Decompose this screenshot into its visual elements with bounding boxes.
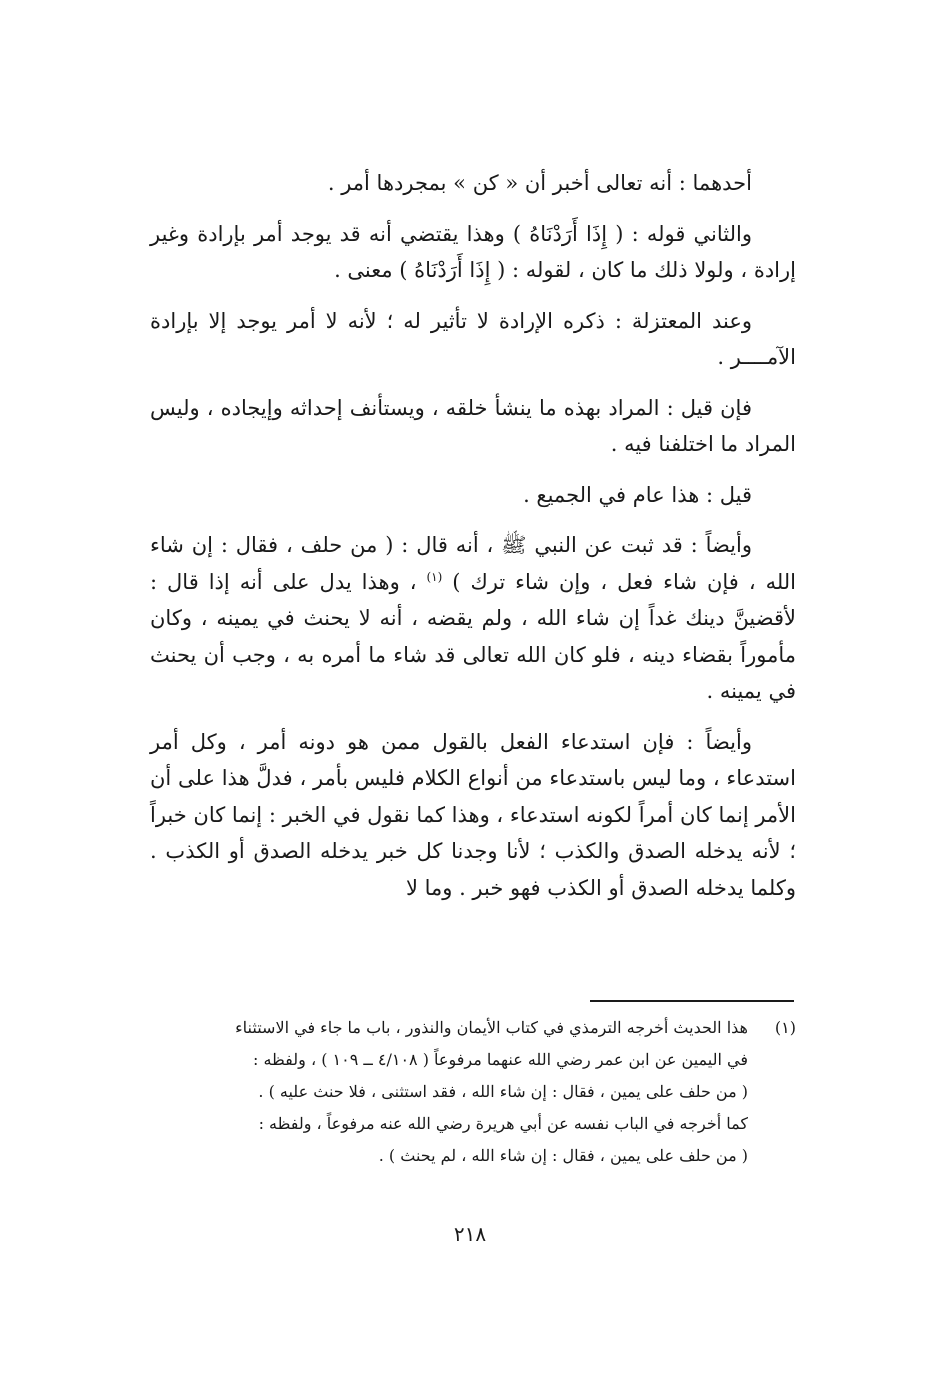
footnote-body xyxy=(150,1012,748,1172)
paragraph-6 xyxy=(150,527,796,710)
paragraph-6-part-2: ، وهذا يدل على أنه إذا قال : لأقضينَّ دينك غداً إن شاء الله ، ولم يقضه ، أنه لا يحنث في يمينه ، وكان مأموراً بقضاء دينه ، فلو كان الله تعالى قد شاء ما أمره به ، وجب أن يحنث في يمينه . xyxy=(150,569,796,703)
footnote-line: في اليمين عن ابن عمر رضي الله عنهما مرفوعاً ( ٤/١٠٨ ــ ١٠٩ ) ، ولفظه : xyxy=(252,1050,748,1069)
paragraph-2: والثاني قوله : ( إِذَا أَرَدْنَاهُ ) وهذا يقتضي أنه قد يوجد أمر بإرادة وغير إرادة ، ولولا ذلك ما كان ، لقوله : ( إِذَا أَرَدْنَاهُ ) معنى . xyxy=(150,221,796,282)
paragraph-5: قيل : هذا عام في الجميع . xyxy=(523,482,752,507)
footnote-number: (١) xyxy=(774,1018,796,1037)
footnotes xyxy=(150,1012,796,1172)
paragraph-1: أحدهما : أنه تعالى أخبر أن « كن » بمجردها أمر . xyxy=(327,171,752,195)
footnote-reference[interactable]: (١) xyxy=(426,569,443,584)
footnote-line: كما أخرجه في الباب نفسه عن أبي هريرة رضي الله عنه مرفوعاً ، ولفظه : xyxy=(258,1114,748,1133)
page-number: ٢١٨ xyxy=(453,1222,487,1246)
footnote-divider xyxy=(590,1000,794,1002)
paragraph-4: فإن قيل : المراد بهذه ما ينشأ خلقه ، ويستأنف إحداثه وإيجاده ، وليس المراد ما اختلفنا فيه . xyxy=(150,395,796,456)
paragraph-7: وأيضاً : فإن استدعاء الفعل بالقول ممن هو دونه أمر ، وكل أمر استدعاء ، وما ليس باستدعاء من أنواع الكلام فليس بأمر ، فدلَّ هذا على أن الأمر إنما كان أمراً لكونه استدعاء ، وهذا كما نقول في الخبر : إنما كان خبراً ؛ لأنه يدخله الصدق والكذب ؛ لأنا وجدنا كل خبر يدخله الصدق أو الكذب . وكلما يدخله الصدق أو الكذب فهو خبر . وما لا xyxy=(150,729,796,900)
footnote-line: هذا الحديث أخرجه الترمذي في كتاب الأيمان والنذور ، باب ما جاء في الاستثناء xyxy=(235,1018,748,1037)
paragraph-3: وعند المعتزلة : ذكره الإرادة لا تأثير له ؛ لأنه لا أمر يوجد إلا بإرادة الآمــــر . xyxy=(150,308,796,369)
footnote-1 xyxy=(150,1012,796,1172)
main-text xyxy=(150,165,796,920)
paragraph-6-part-1: وأيضاً : قد ثبت عن النبي ﷺ ، أنه قال : ( من حلف ، فقال : إن شاء الله ، فإن شاء فعل ، وإن شاء ترك ) xyxy=(150,533,797,594)
footnote-line: ( من حلف على يمين ، فقال : إن شاء الله ، فقد استثنى ، فلا حنث عليه ) . xyxy=(258,1082,748,1101)
footnote-line: ( من حلف على يمين ، فقال : إن شاء الله ، لم يحنث ) . xyxy=(378,1146,748,1165)
